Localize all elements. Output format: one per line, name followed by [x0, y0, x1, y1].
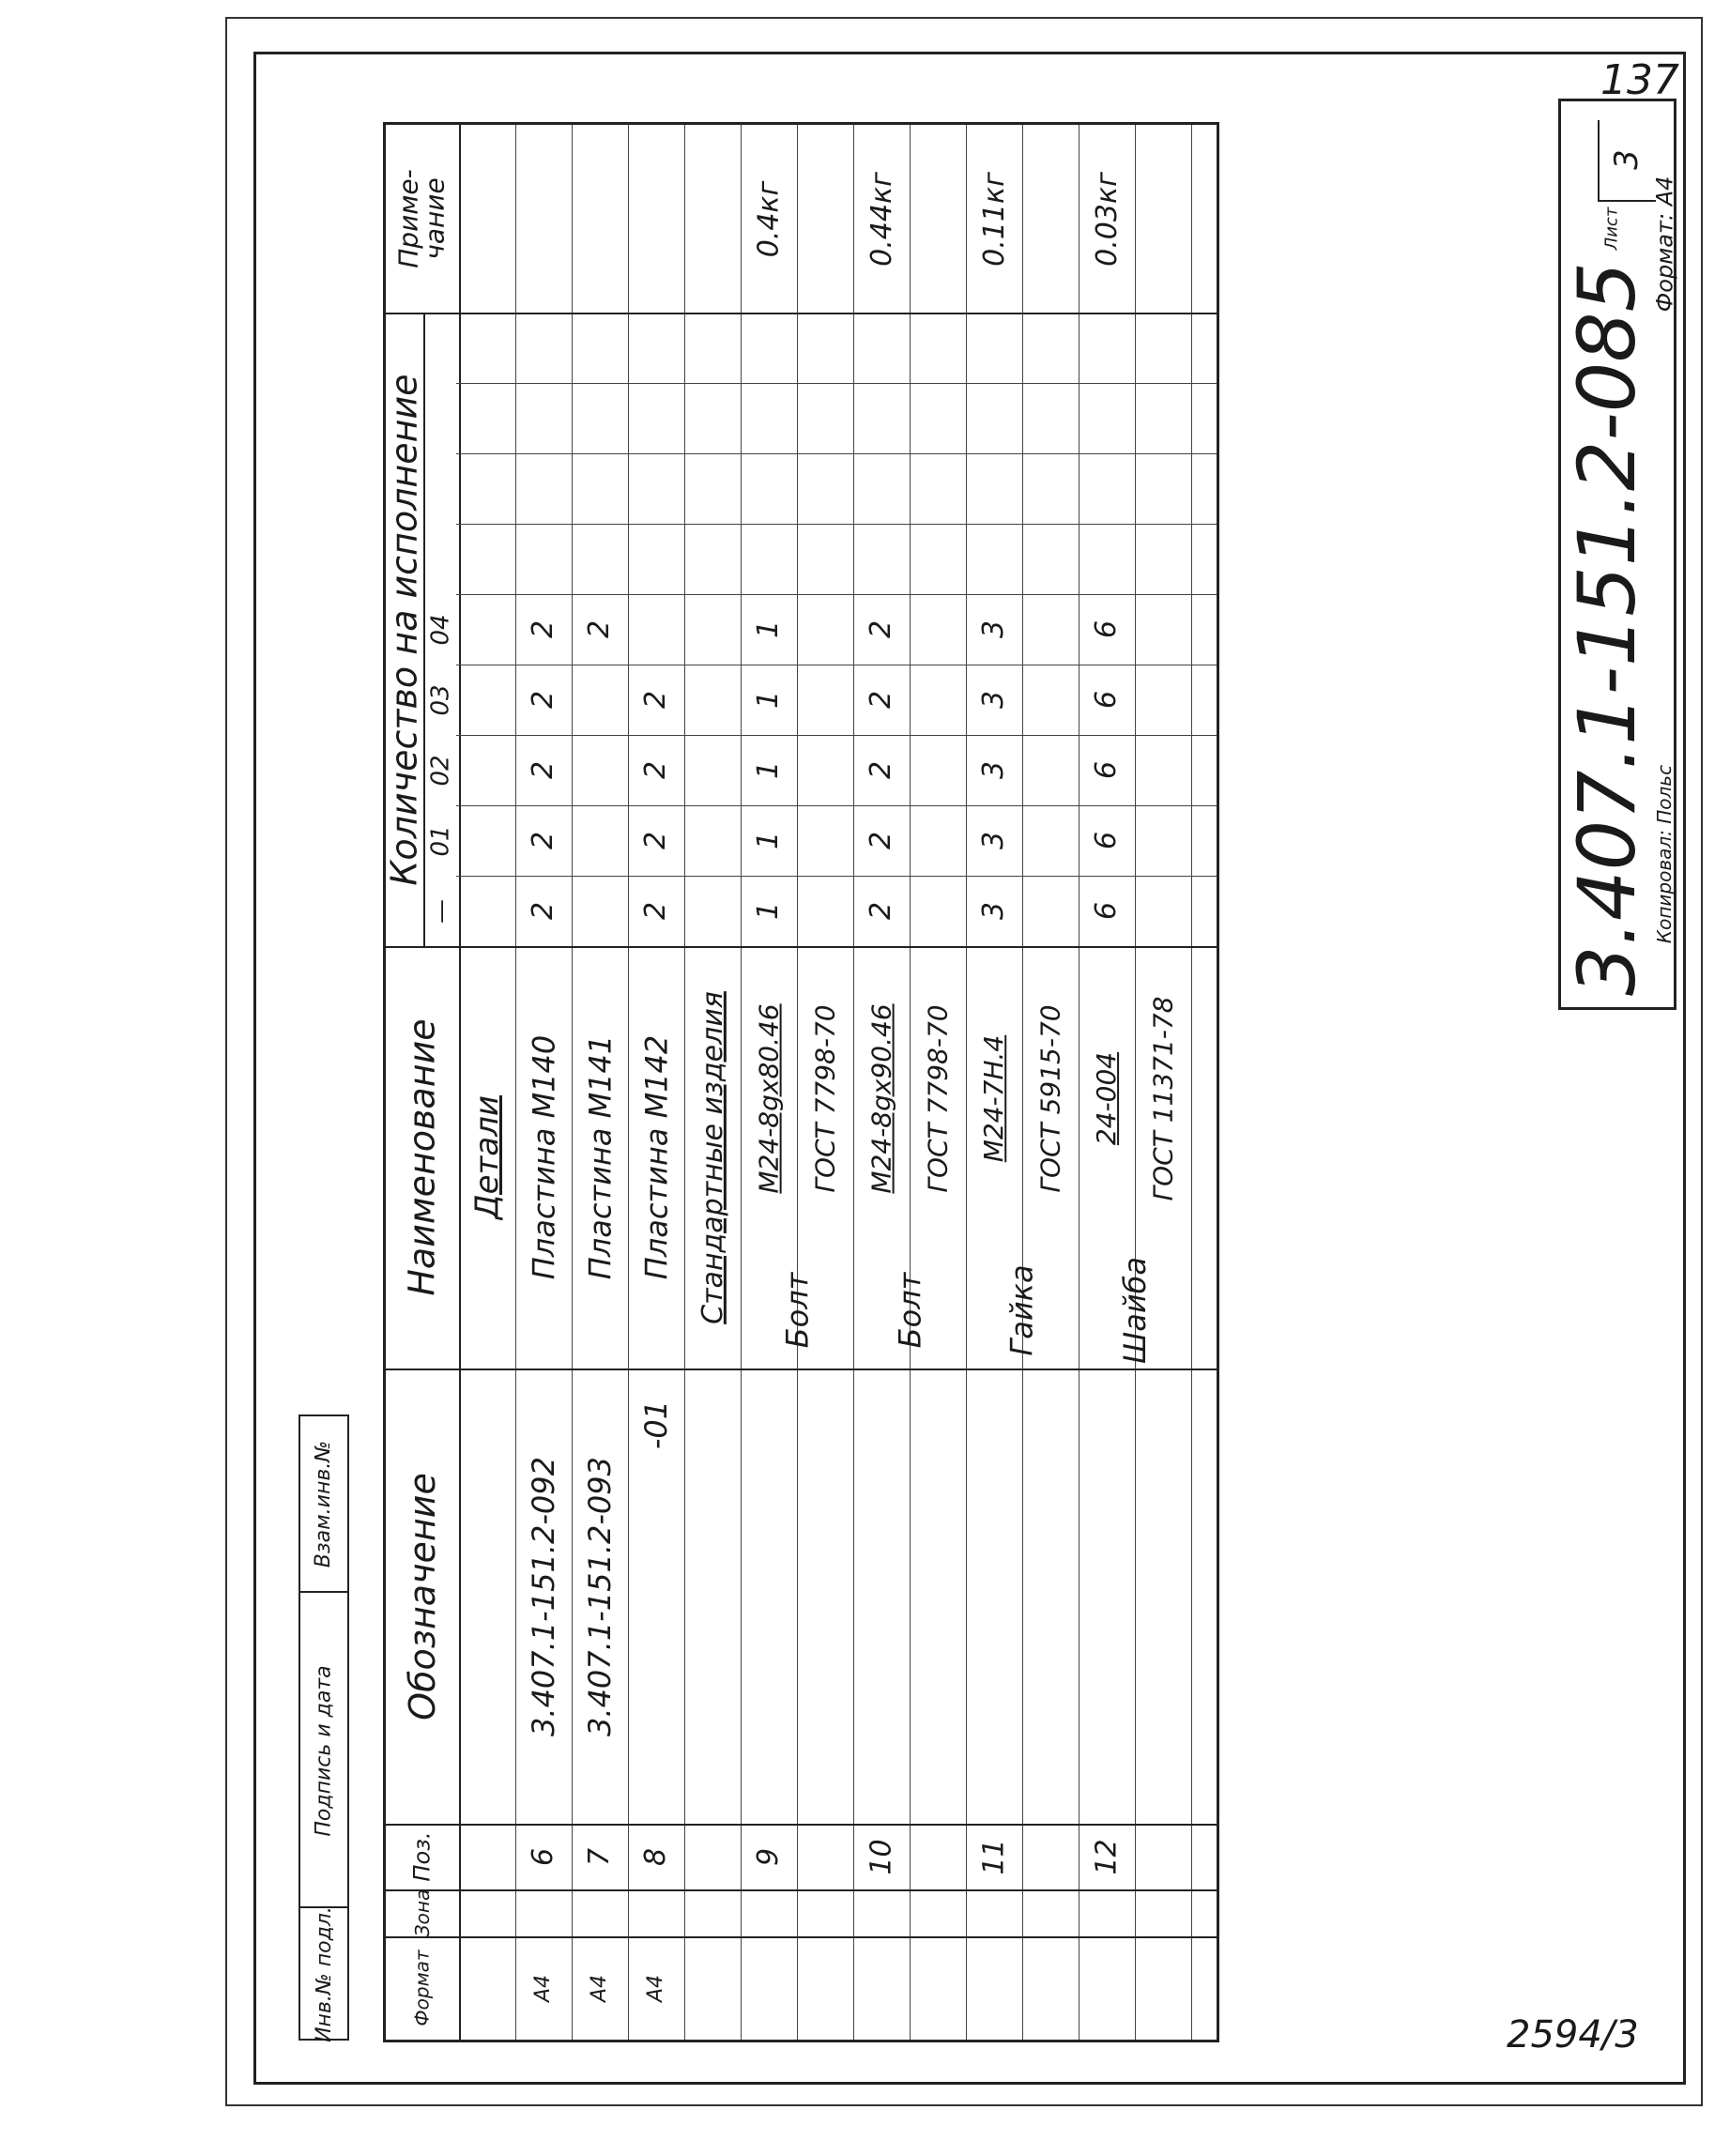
note-cell: 0.03кг	[1090, 171, 1124, 267]
header-variant-3: 02	[427, 754, 455, 787]
section-standard-items: Стандартные изделия	[696, 990, 729, 1324]
qty-cell: 3	[977, 831, 1011, 850]
spec-cell: М24-7Н.4	[978, 1034, 1010, 1163]
std-cell: ГОСТ 7798-70	[922, 1004, 954, 1193]
note-cell: 0.4кг	[752, 180, 786, 257]
qty-cell: 6	[1090, 901, 1124, 921]
std-cell: ГОСТ 11371-78	[1147, 996, 1179, 1201]
qty-cell: 3	[977, 901, 1011, 921]
qty-cell: 3	[977, 760, 1011, 780]
qty-cell: 2	[865, 760, 898, 780]
header-designation: Обозначение	[402, 1472, 443, 1720]
section-details: Детали	[468, 1095, 507, 1219]
pos-cell: 9	[752, 1847, 786, 1866]
qty-cell: 2	[527, 619, 560, 639]
stamp-replaced-inv: Взам.инв.№	[312, 1440, 336, 1567]
note-cell: 0.44кг	[865, 171, 898, 267]
header-pos: Поз.	[409, 1831, 436, 1882]
qty-cell: 1	[752, 831, 786, 850]
header-variant-1: —	[427, 898, 455, 924]
note-cell: 0.11кг	[977, 171, 1011, 267]
pos-cell: 10	[865, 1838, 898, 1875]
col-line	[386, 1936, 1217, 1938]
qty-cell: 2	[527, 901, 560, 921]
spec-cell: М24-8gх80.46	[753, 1003, 785, 1194]
qty-cell: 2	[639, 690, 673, 710]
header-variant-4: 03	[427, 683, 455, 716]
side-stamp	[299, 1414, 349, 2041]
header-zone: Зона	[410, 1888, 434, 1937]
format-cell: А4	[531, 1974, 556, 2002]
qty-cell: 6	[1090, 690, 1124, 710]
spec-cell: 24-004	[1091, 1051, 1123, 1146]
qty-cell: 1	[752, 760, 786, 780]
qty-cell: 6	[1090, 831, 1124, 850]
std-cell: ГОСТ 7798-70	[809, 1004, 841, 1193]
qty-cell: 2	[865, 690, 898, 710]
stamp-sign-date: Подпись и дата	[300, 1591, 347, 1908]
col-line	[386, 1889, 1217, 1891]
pos-cell: 11	[977, 1838, 1011, 1875]
name-cell: Пластина М140	[526, 1034, 562, 1280]
format-cell: А4	[644, 1974, 668, 2002]
qty-cell: 2	[639, 901, 673, 921]
qty-cell: 3	[977, 619, 1011, 639]
sheet-number: 137	[1600, 56, 1679, 104]
pos-cell: 7	[583, 1847, 617, 1866]
qty-cell: 1	[752, 619, 786, 639]
name-cell: Пластина М141	[582, 1034, 619, 1280]
qty-cell: 6	[1090, 619, 1124, 639]
name-cell: Гайка	[1003, 1263, 1040, 1356]
qty-cell: 1	[752, 901, 786, 921]
spec-cell: М24-8gх90.46	[865, 1003, 897, 1194]
qty-cell: 2	[865, 901, 898, 921]
header-note: Приме-чание	[393, 169, 452, 268]
col-line	[456, 453, 1217, 454]
format-label: Формат: А4	[1651, 176, 1677, 313]
specification-table	[383, 122, 1219, 2042]
pos-cell: 6	[527, 1847, 560, 1866]
qty-cell: 2	[527, 831, 560, 850]
format-cell: А4	[588, 1974, 612, 2002]
qty-cell: 3	[977, 690, 1011, 710]
qty-cell: 1	[752, 690, 786, 710]
document-code: 3.407.1-151.2-085	[1561, 261, 1654, 997]
copied-by: Копировал: Польс	[1653, 764, 1676, 944]
stamp-inv-no: Инв.№ подл.	[300, 1906, 347, 2041]
sheet-value: 3	[1607, 149, 1646, 170]
name-cell: Болт	[892, 1272, 927, 1348]
qty-cell: 2	[865, 831, 898, 850]
designation-cell: 3.407.1-151.2-093	[582, 1456, 619, 1736]
name-cell: Болт	[779, 1272, 815, 1348]
qty-cell: 6	[1090, 760, 1124, 780]
qty-cell: 2	[527, 760, 560, 780]
designation-cell: 3.407.1-151.2-092	[526, 1456, 562, 1736]
qty-cell: 2	[865, 619, 898, 639]
qty-cell: 2	[639, 760, 673, 780]
header-format: Формат	[411, 1950, 434, 2026]
std-cell: ГОСТ 5915-70	[1034, 1004, 1066, 1193]
qty-cell: 2	[527, 690, 560, 710]
col-line	[386, 313, 1217, 314]
sheet-label: Лист	[1601, 206, 1622, 250]
col-line	[456, 524, 1217, 525]
header-variant-5: 04	[427, 613, 455, 646]
qty-cell: 2	[583, 619, 617, 639]
col-line	[386, 1369, 1217, 1370]
name-cell: Пластина М142	[638, 1034, 675, 1280]
pos-cell: 8	[639, 1847, 673, 1866]
pos-cell: 12	[1090, 1838, 1124, 1875]
name-cell: Шайба	[1117, 1256, 1153, 1364]
header-variant-2: 01	[427, 824, 455, 857]
row-line	[1191, 125, 1192, 2040]
qty-cell: 2	[639, 831, 673, 850]
archive-number: 2594/3	[1507, 2013, 1639, 2057]
designation-cell: -01	[637, 1399, 674, 1450]
col-line	[456, 383, 1217, 384]
header-qty-group: Количество на исполнение	[386, 313, 425, 946]
header-name: Наименование	[402, 1018, 443, 1296]
